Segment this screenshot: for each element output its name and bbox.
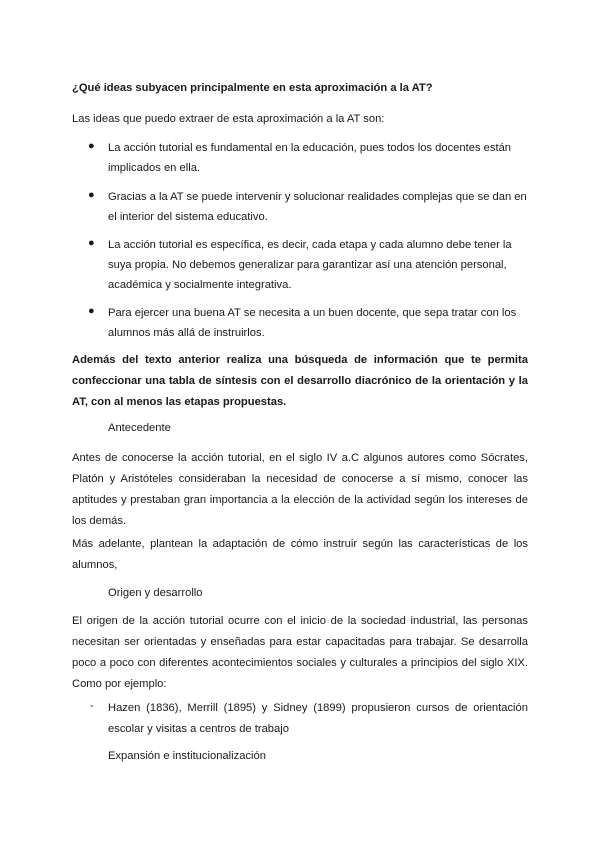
bullet-marker: ● [88,189,95,201]
section-heading-expansion: Expansión e institucionalización [108,750,266,762]
question-heading: ¿Qué ideas subyacen principalmente en esta aproximación a la AT? [72,82,433,94]
bullet-item-1: La acción tutorial es fundamental en la educación, pues todos los docentes están implicados en ella. [108,142,512,174]
intro-paragraph: Las ideas que puedo extraer de esta aproximación a la AT son: [72,113,385,125]
dash-marker: - [90,700,94,712]
antecedente-paragraph-1: Antes de conocerse la acción tutorial, en el siglo IV a.C algunos autores como Sócrates, Platón y Aristóteles consideraban la necesidad de conocerse a sí mismo, conocer las aptitudes y prestaban gran importancia a la elección de la actividad según los intereses de los demás. [72,452,528,527]
bullet-item-2: Gracias a la AT se puede intervenir y solucionar realidades complejas que se dan en el interior del sistema educativo. [108,191,527,223]
task-paragraph: Además del texto anterior realiza una búsqueda de información que te permita confeccionar una tabla de síntesis con el desarrollo diacrónico de la orientación y la AT, con al menos las etapas propuestas. [72,354,528,408]
origen-paragraph: El origen de la acción tutorial ocurre con el inicio de la sociedad industrial, las personas necesitan ser orientadas y enseñadas para estar capacitadas para trabajar. Se desarrolla poco a poco con diferentes acontecimientos sociales y culturales a principios del siglo XIX. Como por ejemplo: [72,615,528,690]
bullet-item-4: Para ejercer una buena AT se necesita a un buen docente, que sepa tratar con los alumnos más allá de instruirlos. [108,307,517,339]
antecedente-paragraph-2: Más adelante, plantean la adaptación de cómo instruir según las características de los alumnos, [72,538,528,571]
section-heading-antecedente: Antecedente [108,422,171,434]
dash-item: Hazen (1836), Merrill (1895) y Sidney (1899) propusieron cursos de orientación escolar y visitas a centros de trabajo [108,702,528,735]
section-heading-origen: Origen y desarrollo [108,587,203,599]
bullet-marker: ● [88,305,95,317]
bullet-marker: ● [88,237,95,249]
bullet-item-3: La acción tutorial es específica, es decir, cada etapa y cada alumno debe tener la suya propia. No debemos generalizar para garantizar así una atención personal, académica y socialmente integrativa. [108,239,512,291]
bullet-marker: ● [88,140,95,152]
